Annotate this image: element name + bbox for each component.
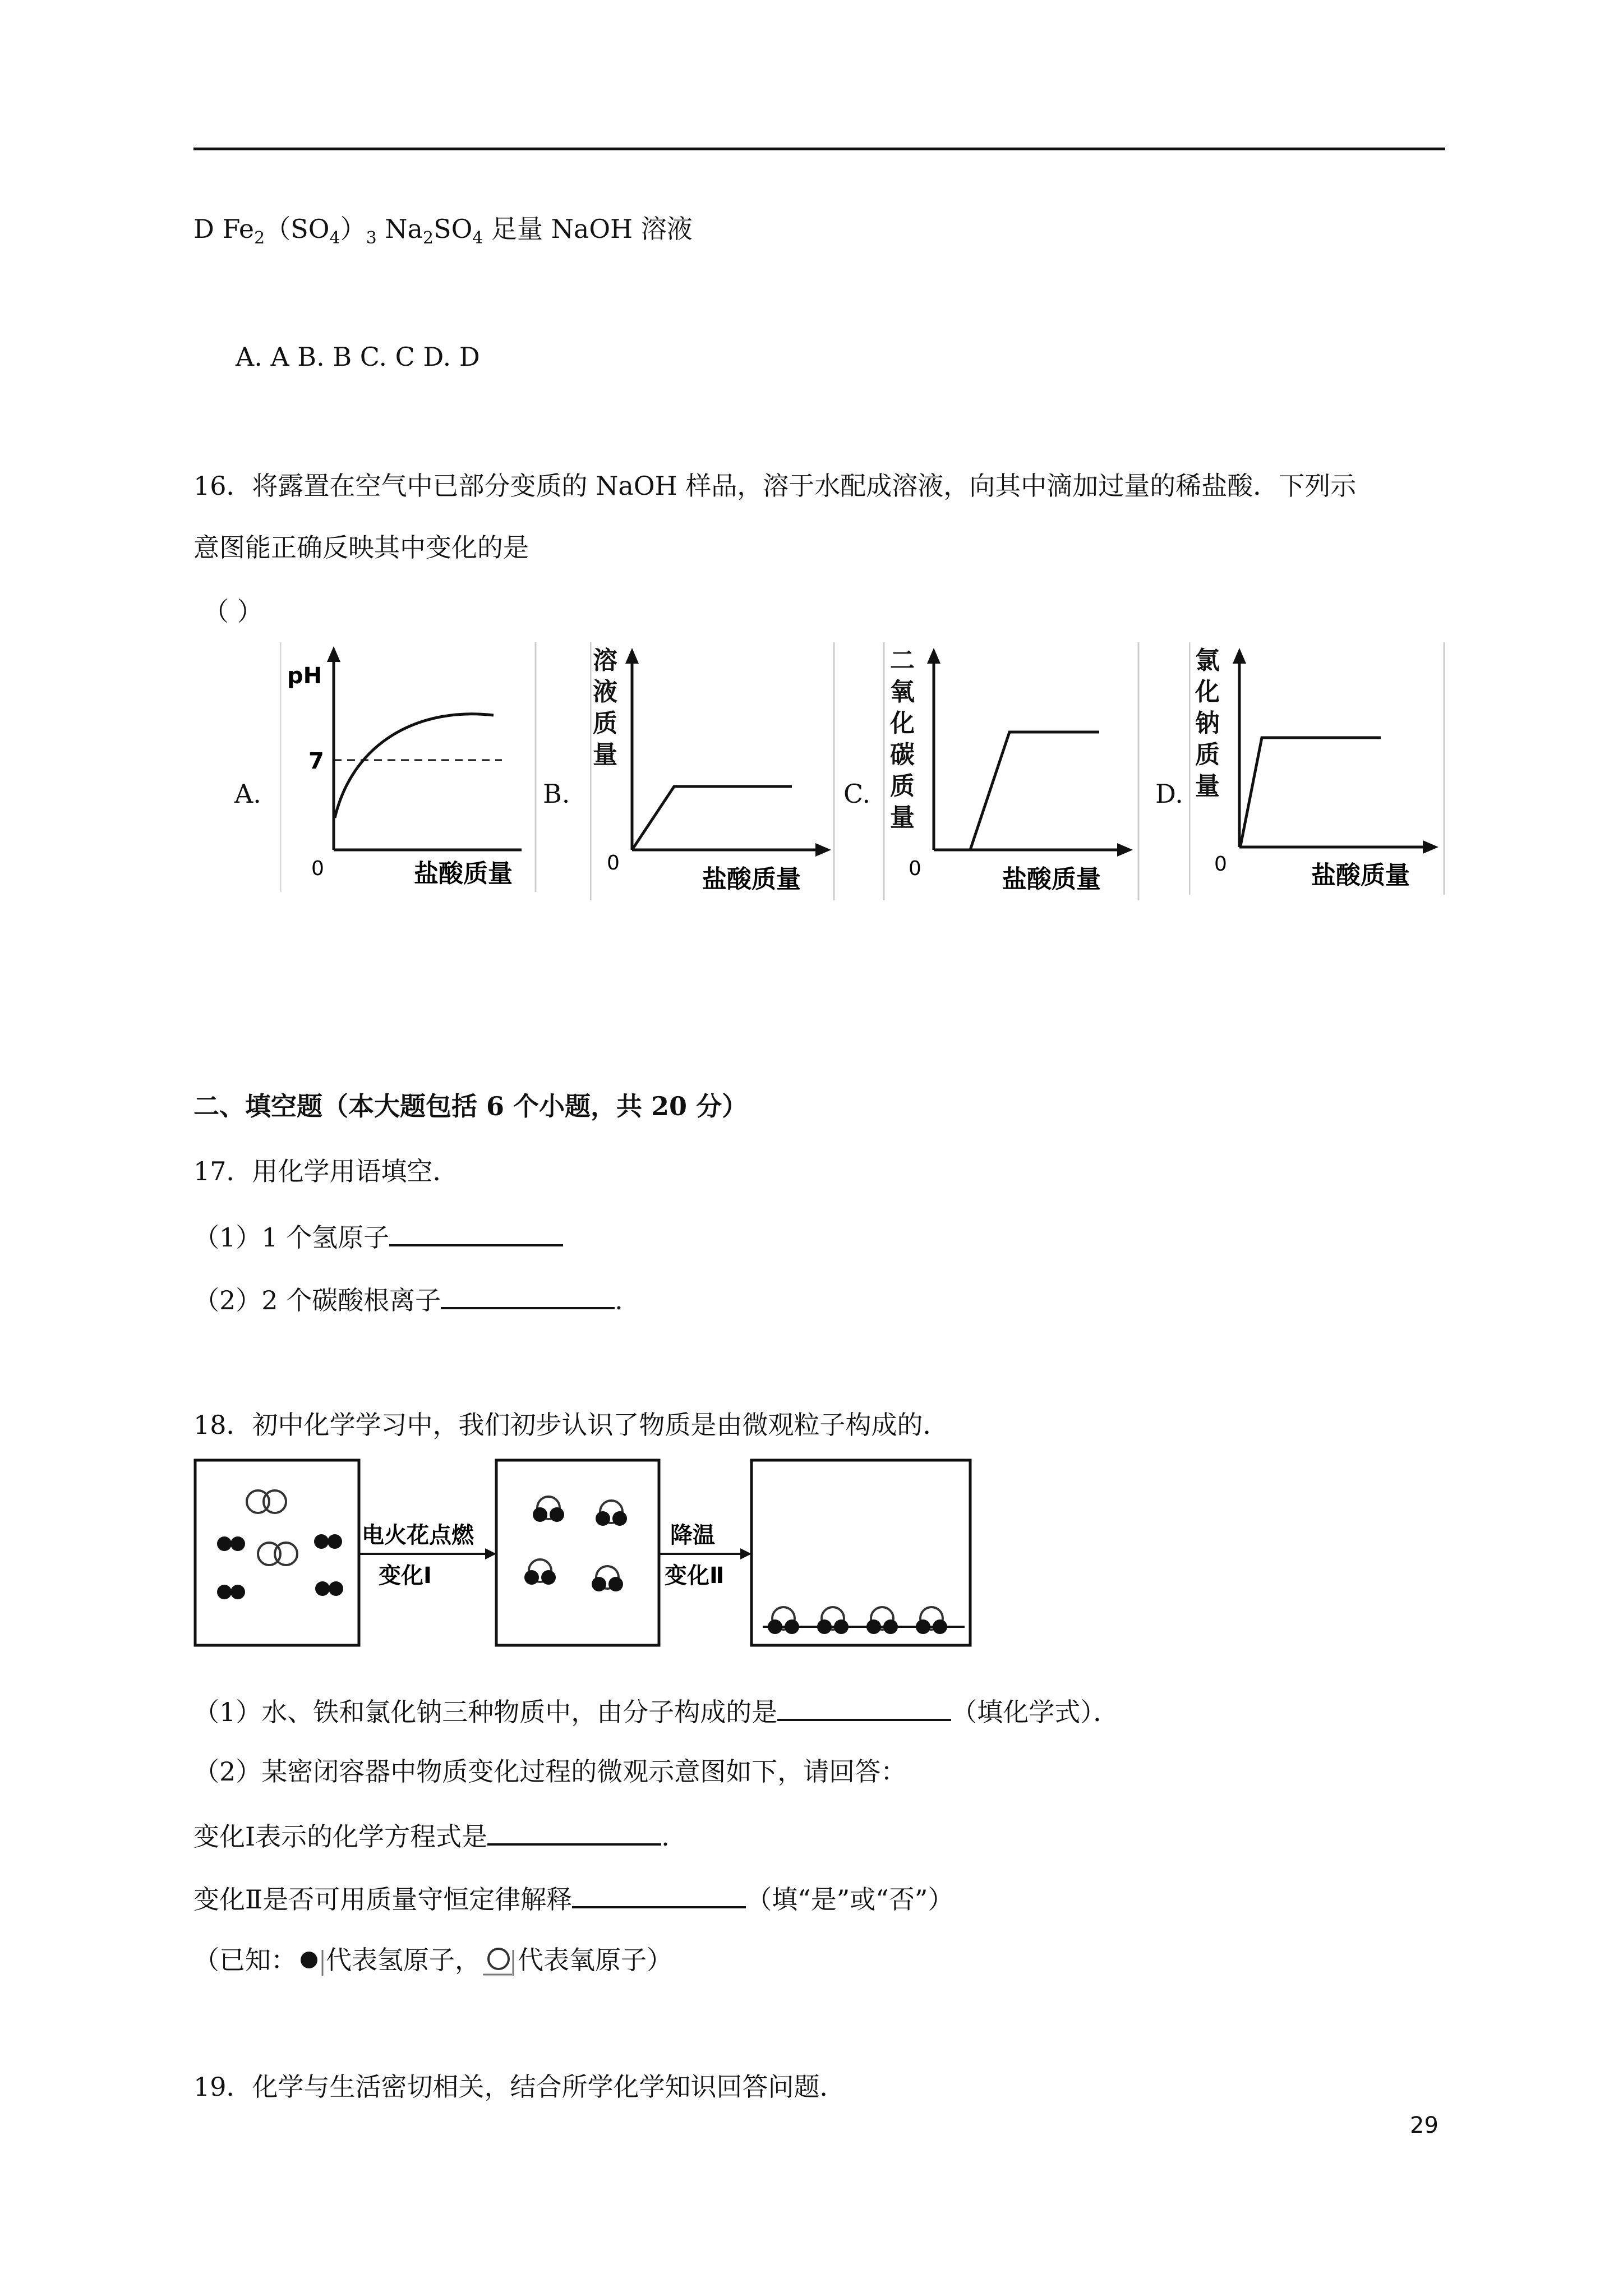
oxygen-atom-icon (481, 1947, 518, 1978)
q17-part1: （1）1 个氢原子 (193, 1218, 563, 1254)
q17-part2: （2）2 个碳酸根离子 . (193, 1281, 623, 1317)
graph-b-origin: 0 (607, 852, 620, 875)
graph-a-label: A. (234, 779, 261, 809)
q17-blank-1[interactable] (389, 1218, 563, 1246)
q16-line1: 16．将露置在空气中已部分变质的 NaOH 样品，溶于水配成溶液，向其中滴加过量的稀盐酸．下列示 (193, 471, 1357, 501)
q18-legend: （已知： 代表氢原子， 代表氧原子） (193, 1943, 672, 1978)
q18-particle-diagram (193, 1458, 973, 1649)
graph-a-xlabel: 盐酸质量 (414, 859, 513, 888)
q19-title: 19．化学与生活密切相关，结合所学化学知识回答问题． (193, 2072, 846, 2102)
graph-b-xlabel: 盐酸质量 (702, 865, 801, 894)
graph-a-origin: 0 (311, 857, 324, 880)
graph-d-origin: 0 (1214, 853, 1227, 876)
graph-d (1189, 639, 1447, 898)
arrow2-bottom-label: 变化Ⅱ (665, 1563, 725, 1589)
hydrogen-atom-icon (297, 1947, 326, 1978)
q18-part3: 变化Ⅰ表示的化学方程式是 . (193, 1818, 670, 1853)
graph-b (590, 639, 837, 903)
graph-b-ylabel-text: 溶液质量 (593, 646, 617, 769)
header-rule (193, 148, 1445, 150)
arrow1-bottom-label: 变化Ⅰ (379, 1563, 432, 1589)
graph-d-label: D. (1155, 779, 1183, 809)
section-2-heading: 二、填空题（本大题包括 6 个小题，共 20 分） (193, 1091, 748, 1121)
q18-title: 18．初中化学学习中，我们初步认识了物质是由微观粒子构成的． (193, 1410, 949, 1440)
graph-c-ylabel-text: 二氧化碳质量 (890, 646, 915, 832)
graph-c-xlabel: 盐酸质量 (1002, 865, 1101, 894)
graph-a-ref: 7 (308, 748, 324, 774)
graph-c-origin: 0 (909, 857, 921, 880)
graph-a-ylabel: pH (287, 663, 322, 689)
page-number: 29 (1410, 2113, 1438, 2138)
graph-d-xlabel: 盐酸质量 (1311, 861, 1410, 890)
graph-b-label: B. (543, 779, 570, 809)
q15-options: A. A B. B C. C D. D (236, 342, 480, 372)
graph-c (883, 639, 1141, 903)
arrow2-top-label: 降温 (670, 1522, 715, 1548)
q16-line2: 意图能正确反映其中变化的是 (193, 532, 529, 563)
graph-c-label: C. (843, 779, 871, 809)
q15-row-d: D $Fe_2(SO_4)_3$ $Na_2SO_4$ 足量 NaOH 溶液 (193, 214, 693, 248)
q18-part1: （1）水、铁和氯化钠三种物质中，由分子构成的是 （填化学式）． (193, 1693, 1119, 1729)
q17-title: 17．用化学用语填空． (193, 1156, 459, 1186)
q18-blank-2[interactable] (487, 1818, 661, 1846)
q17-blank-2[interactable] (441, 1281, 615, 1309)
q18-part4: 变化Ⅱ是否可用质量守恒定律解释 （填“是”或“否”） (193, 1880, 953, 1916)
q16-answer-paren: （ ） (203, 596, 263, 627)
q18-blank-3[interactable] (572, 1880, 746, 1908)
q18-blank-1[interactable] (777, 1693, 951, 1721)
graph-d-ylabel-text: 氯化钠质量 (1195, 646, 1220, 800)
arrow1-top-label: 电火花点燃 (362, 1522, 474, 1548)
q18-part2: （2）某密闭容器中物质变化过程的微观示意图如下，请回答： (193, 1756, 907, 1787)
graph-a (280, 639, 538, 895)
